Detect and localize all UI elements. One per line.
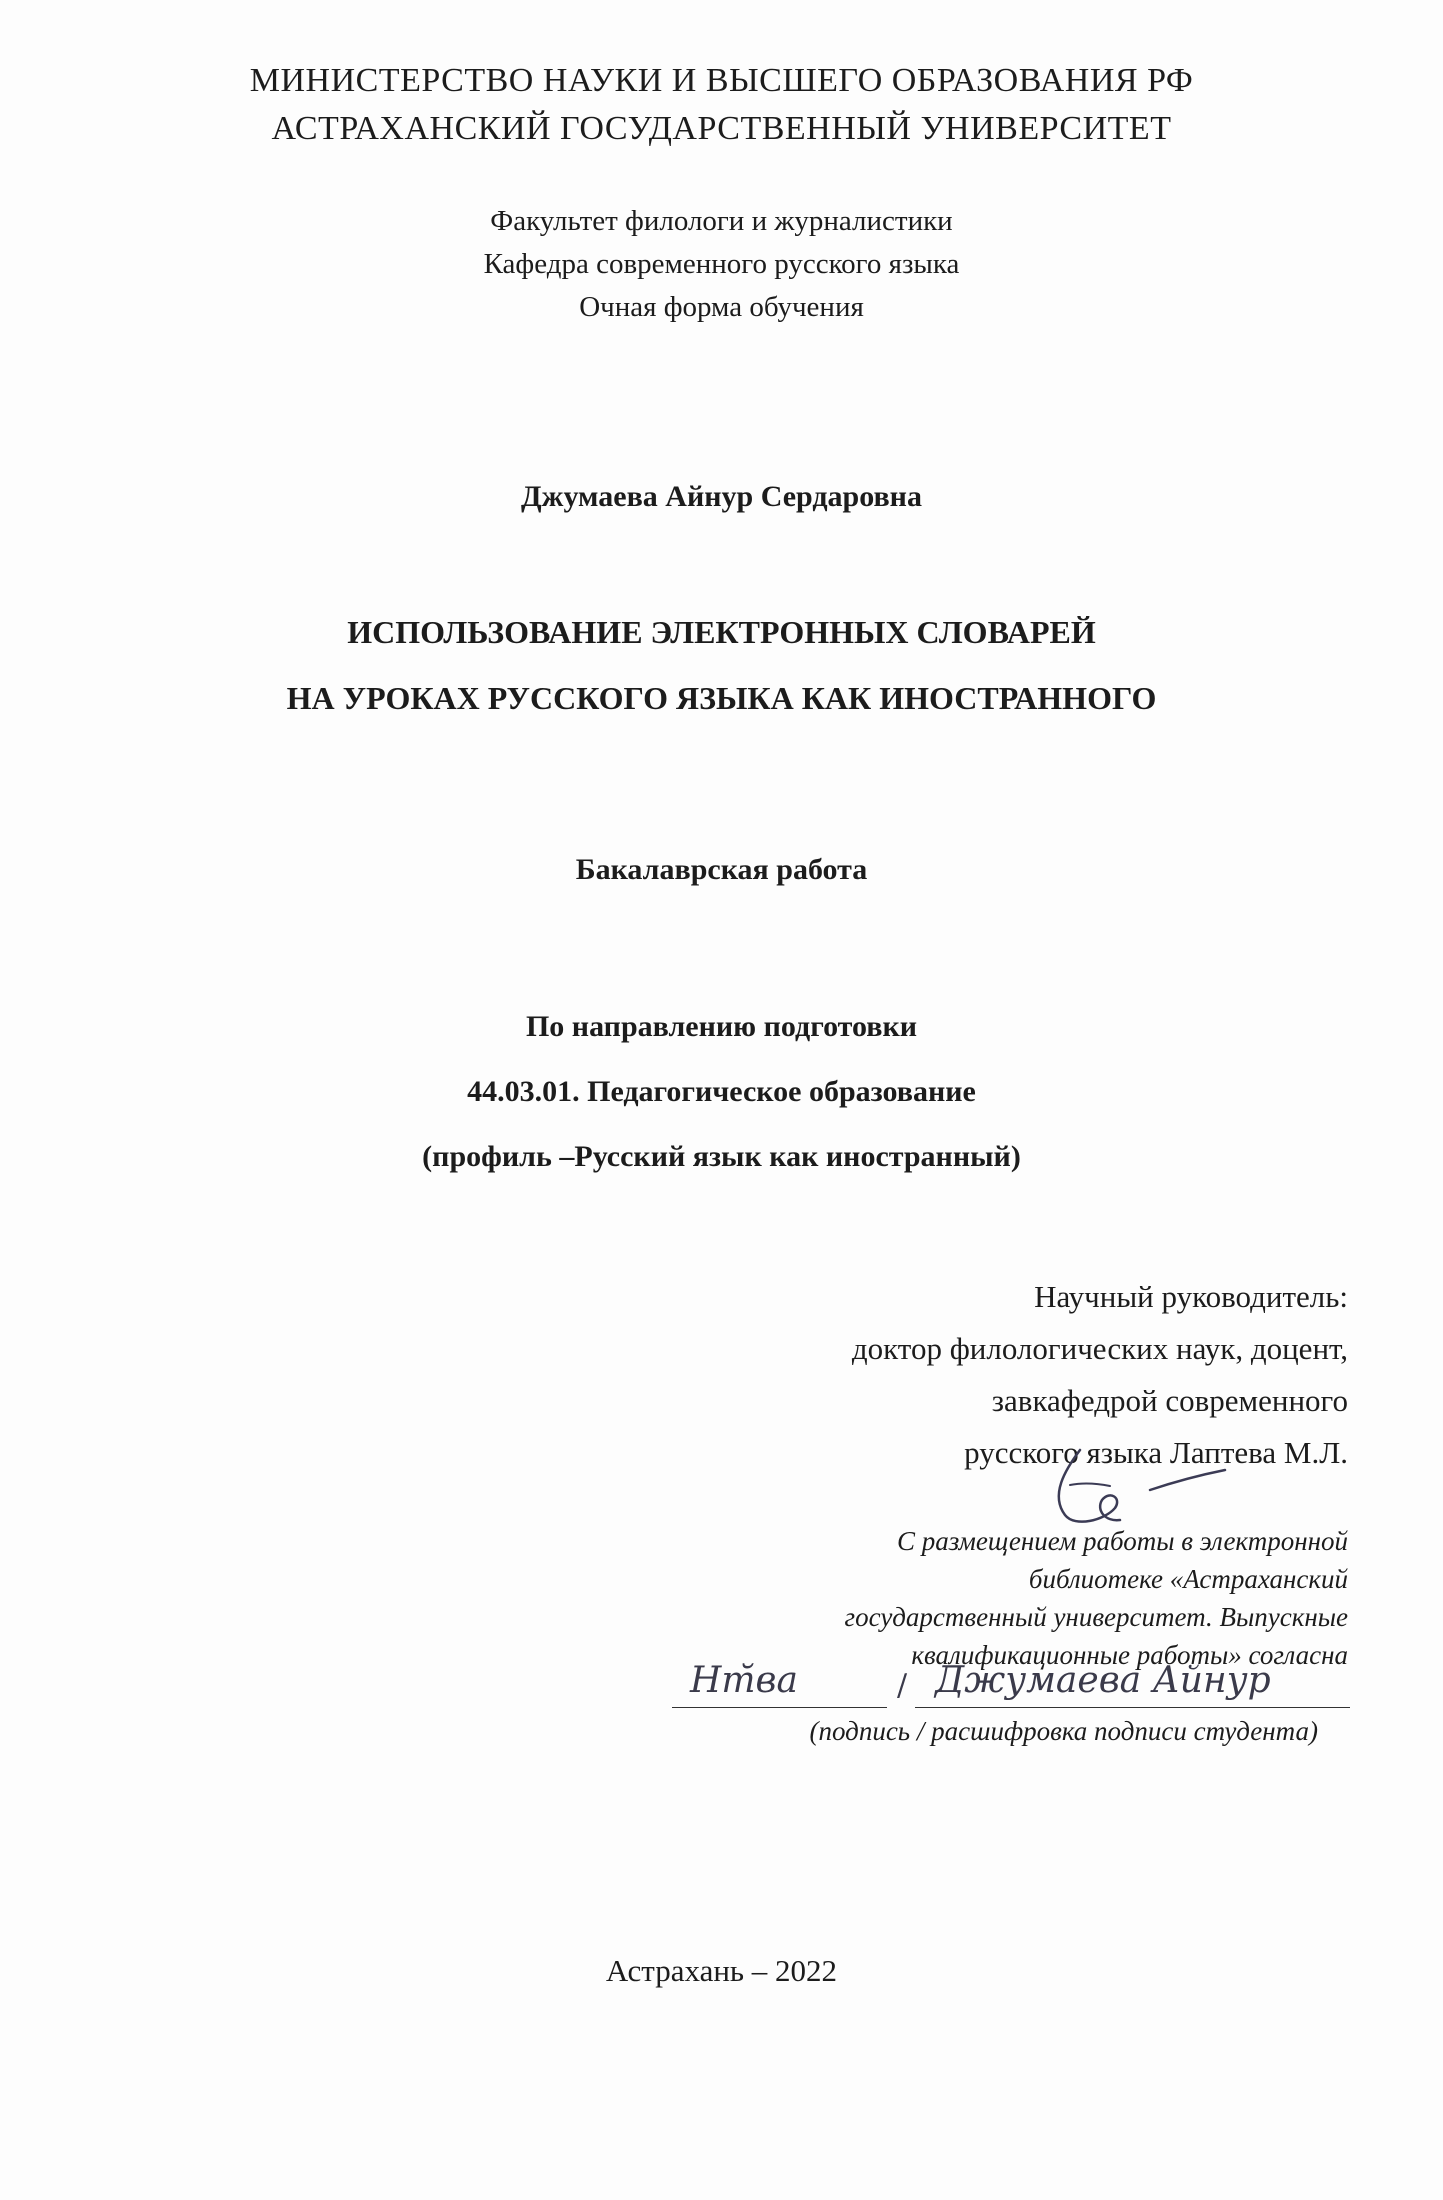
thesis-title-line1: ИСПОЛЬЗОВАНИЕ ЭЛЕКТРОННЫХ СЛОВАРЕЙ (347, 614, 1096, 650)
consent-line4: квалификационные работы» согласна (911, 1640, 1348, 1670)
supervisor-label: Научный руководитель: (1034, 1279, 1348, 1314)
supervisor-name: русского языка Лаптева М.Л. (964, 1435, 1348, 1470)
city-year: Астрахань – 2022 (605, 1953, 838, 1988)
thesis-title-line2: НА УРОКАХ РУССКОГО ЯЗЫКА КАК ИНОСТРАННОГО (286, 680, 1157, 716)
department-name: Кафедра современного русского языка (483, 248, 960, 280)
name-line (915, 1707, 1350, 1708)
signature-line (672, 1707, 887, 1708)
work-type: Бакалаврская работа (575, 853, 868, 886)
supervisor-position: завкафедрой современного (991, 1383, 1348, 1418)
student-handwritten-name: Джумаева Айнур (935, 1660, 1271, 1701)
consent-line3: государственный университет. Выпускные (844, 1602, 1348, 1632)
supervisor-degree: доктор филологических наук, доцент, (851, 1331, 1348, 1366)
ministry-name: МИНИСТЕРСТВО НАУКИ И ВЫСШЕГО ОБРАЗОВАНИЯ РФ (249, 62, 1194, 99)
consent-block (845, 1522, 1348, 1674)
signature-separator: / (897, 1668, 908, 1703)
university-name: АСТРАХАНСКИЙ ГОСУДАРСТВЕННЫЙ УНИВЕРСИТЕТ (271, 110, 1172, 147)
study-form: Очная форма обучения (579, 291, 864, 323)
consent-line1: С размещением работы в электронной (896, 1526, 1348, 1556)
direction-label: По направлению подготовки (525, 1010, 918, 1043)
author-name: Джумаева Айнур Сердаровна (521, 480, 922, 513)
faculty-name: Факультет филологи и журналистики (490, 205, 953, 237)
direction-profile: (профиль –Русский язык как иностранный) (422, 1140, 1021, 1173)
signature-caption: (подпись / расшифровка подписи студента) (809, 1716, 1318, 1746)
direction-code: 44.03.01. Педагогическое образование (467, 1075, 976, 1108)
consent-line2: библиотеке «Астраханский (1028, 1564, 1348, 1594)
student-signature: Нт̆ва (690, 1660, 798, 1701)
